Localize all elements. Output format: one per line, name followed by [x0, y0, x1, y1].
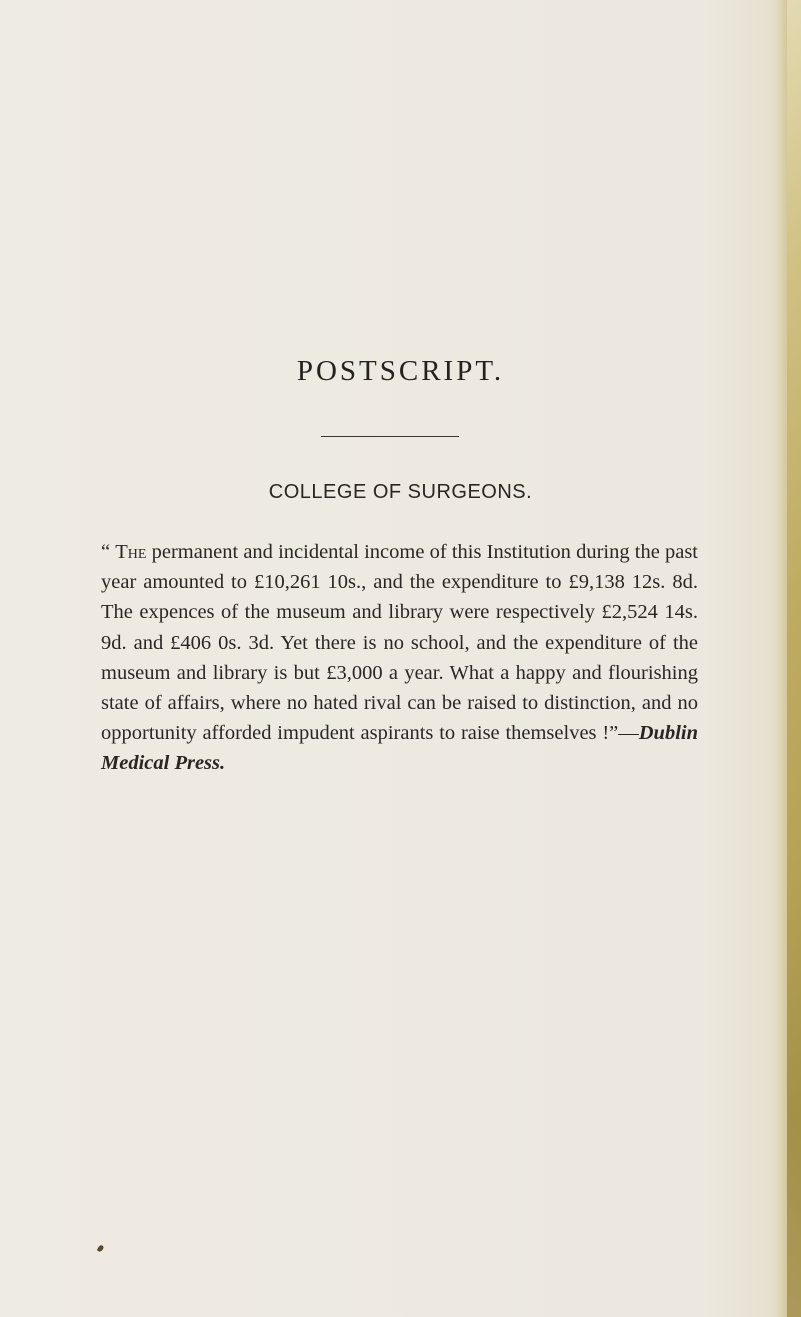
- page-title: POSTSCRIPT.: [296, 355, 505, 387]
- open-quote: “: [101, 541, 116, 563]
- section-heading: COLLEGE OF SURGEONS.: [268, 481, 533, 503]
- lead-word: The: [115, 541, 147, 563]
- paragraph-text: permanent and incidental income of this Institution during the past year amounted to £10,261 10s., and the expenditure to £9,138 12s. 8d. The expences of the museum and library were respectively £2,524 14s. 9d. and £406 0s. 3d. Yet there is no school, and the expenditure of the museum and library is but £3,000 a year. What a happy and flourishing state of affairs, where no hated rival can be raised to distinction, and no opportunity afforded impudent aspirants to raise themselves !”—: [101, 541, 698, 745]
- attribution: Dublin Medical Press.: [101, 722, 698, 775]
- ink-speck: [97, 1244, 105, 1253]
- page-edge-shadow: [777, 0, 787, 1317]
- page-edge-strip: [787, 0, 801, 1317]
- body-paragraph: [101, 537, 698, 779]
- title-rule: [321, 436, 459, 437]
